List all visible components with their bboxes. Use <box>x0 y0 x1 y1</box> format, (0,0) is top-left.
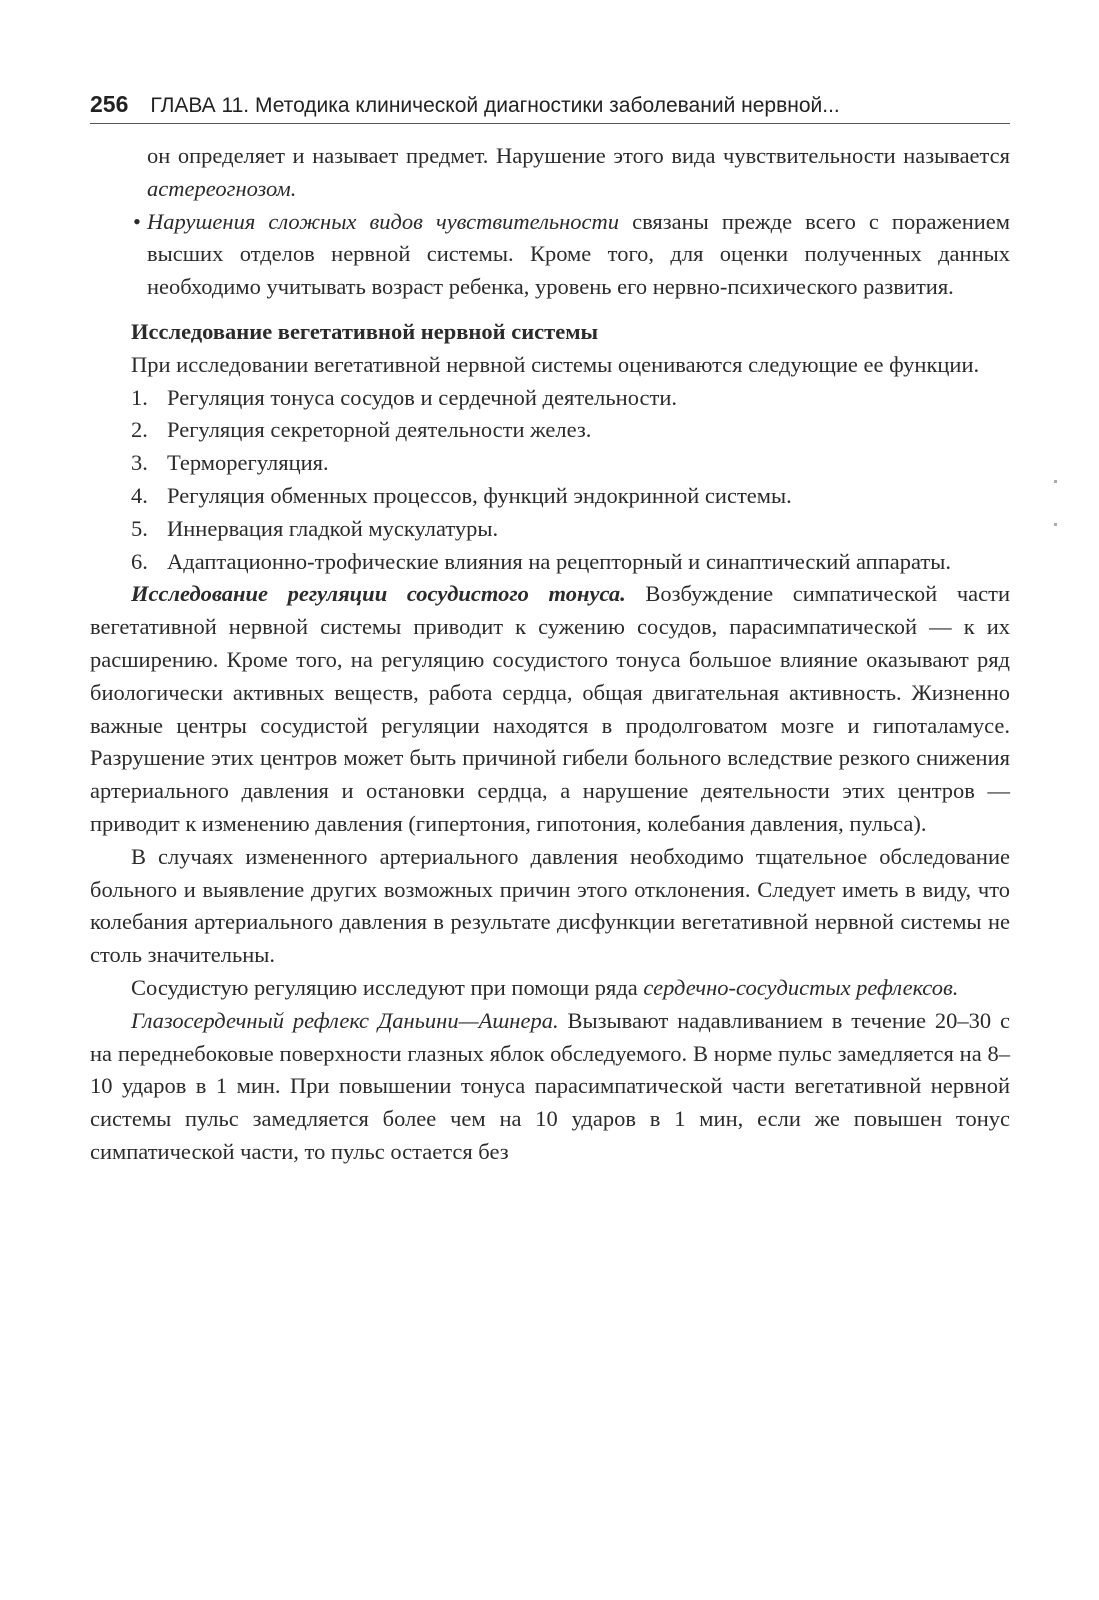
paragraph-text: Возбуждение симпатической части вегетативной нервной системы приводит к сужению сосудов, парасимпатической — к их расширению. Кроме того, на регуляцию сосудистого тонуса большое влияние оказывают ряд биологически активных веществ, работа сердца, общая двигательная активность. Жизненно важные центры сосудистой регуляции находятся в продолговатом мозге и гипоталамусе. Разрушение этих центров может быть причиной гибели больного вследствие резкого снижения артериального давления и остановки сердца, а нарушение деятельности этих центров — приводит к изменению давления (гипертония, гипотония, колебания давления, пульса). <box>90 581 1010 836</box>
run-in-heading: Исследование регуляции сосудистого тонуса. <box>131 581 626 607</box>
list-item-text: Регуляция обменных процессов, функций эндокринной системы. <box>167 482 792 508</box>
run-in-heading: Глазосердечный рефлекс Даньини—Ашнера. <box>131 1007 559 1033</box>
dagnini-paragraph <box>90 1005 1010 1169</box>
list-item-text: Регуляция секреторной деятельности желез. <box>167 417 592 443</box>
scan-mark <box>1054 523 1057 526</box>
reflexes-paragraph <box>90 972 1010 1005</box>
section-heading: Исследование вегетативной нервной системы <box>131 318 599 344</box>
bullet-text: связаны прежде всего с поражением высших отделов нервной системы. Кроме того, для оценки полученных данных необходимо учитывать возраст ребенка, уровень его нервно-психического развития. <box>147 208 1011 300</box>
section-intro: При исследовании вегетативной нервной системы оцениваются следующие ее функции. <box>131 351 980 377</box>
list-item <box>90 480 1010 513</box>
list-item-number: 6. <box>131 548 148 574</box>
paragraph-text: Вызывают надавливанием в течение 20–30 с на переднебоковые поверхности глазных яблок обследуемого. В норме пульс замедляется на 8–10 ударов в 1 мин. При повышении тонуса парасимпатической части вегетативной нервной системы пульс замедляется более чем на 10 ударов в 1 мин, если же повышен тонус симпатической части, то пульс остается без <box>90 1007 1010 1164</box>
list-item <box>90 382 1010 415</box>
pressure-paragraph: В случаях измененного артериального давления необходимо тщательное обследование больного и выявление других возможных причин этого отклонения. Следует иметь в виду, что колебания артериального давления в результате дисфункции вегетативной нервной системы не столь значительны. <box>90 843 1010 968</box>
list-item-number: 3. <box>131 450 148 476</box>
page-body <box>90 140 1010 1169</box>
chapter-title: ГЛАВА 11. Методика клинической диагностики заболеваний нервной... <box>150 94 840 117</box>
running-head <box>90 90 1010 124</box>
list-item-text: Адаптационно-трофические влияния на рецепторный и синаптический аппараты. <box>167 548 951 574</box>
list-item-number: 4. <box>131 482 148 508</box>
book-page <box>90 82 1010 1562</box>
list-item-text: Иннервация гладкой мускулатуры. <box>167 515 499 541</box>
continued-paragraph-text: он определяет и называет предмет. Нарушение этого вида чувствительности называется <box>147 143 1010 168</box>
term-astereognosis: астереогнозом. <box>147 175 297 201</box>
bullet-item <box>90 206 1010 304</box>
page-number: 256 <box>90 91 129 117</box>
list-item-number: 5. <box>131 515 148 541</box>
list-item <box>90 447 1010 480</box>
bullet-marker: • <box>133 208 141 234</box>
term-cardiovascular-reflexes: сердечно-сосудистых рефлексов. <box>643 974 959 1000</box>
vascular-tone-paragraph <box>90 578 1010 840</box>
continued-paragraph <box>90 140 1010 206</box>
list-item <box>90 414 1010 447</box>
bullet-lead: Нарушения сложных видов чувствительности <box>147 208 620 234</box>
list-item-text: Терморегуляция. <box>167 450 329 476</box>
list-item <box>90 546 1010 579</box>
list-item-number: 2. <box>131 417 148 443</box>
scan-mark <box>1054 480 1057 483</box>
paragraph-text: Сосудистую регуляцию исследуют при помощи ряда <box>131 974 644 1000</box>
list-item-number: 1. <box>131 384 148 410</box>
header-rule <box>90 123 1010 124</box>
functions-list <box>90 382 1010 579</box>
list-item-text: Регуляция тонуса сосудов и сердечной деятельности. <box>167 384 677 410</box>
list-item <box>90 513 1010 546</box>
